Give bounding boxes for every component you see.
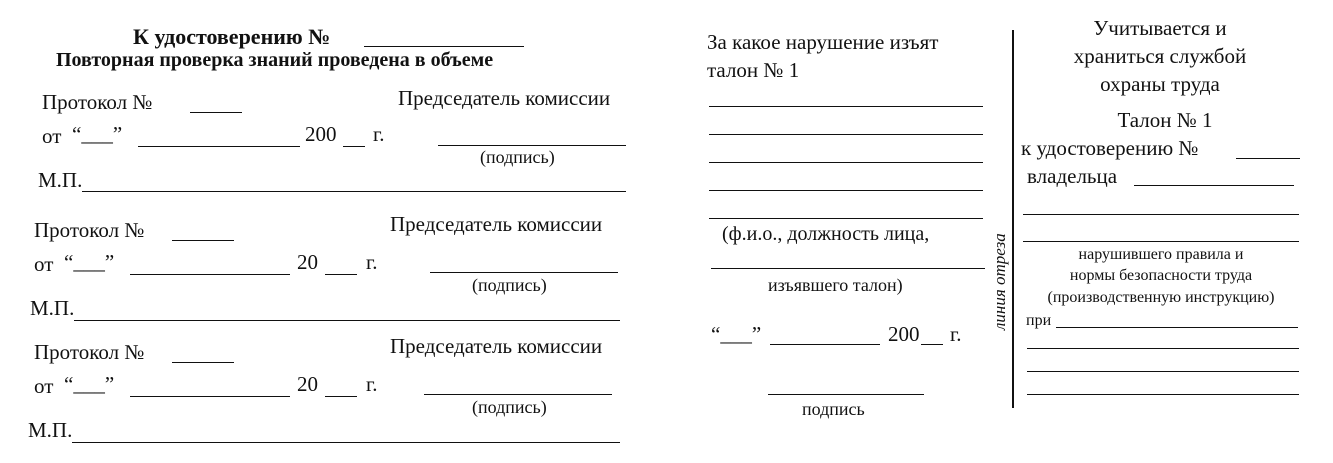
violation-line-1[interactable] — [709, 106, 983, 107]
date-year-label: 20 — [297, 250, 318, 274]
protocol-number-line[interactable] — [172, 362, 234, 363]
certificate-number-line[interactable] — [364, 46, 524, 47]
header-line-1: Учитывается и — [1093, 16, 1227, 40]
year-abbrev-label: г. — [366, 250, 378, 274]
violation-line-2[interactable] — [709, 134, 983, 135]
violator-line-3: (производственную инструкцию) — [1047, 289, 1275, 306]
date-day-field[interactable]: “___” — [72, 122, 123, 146]
date-year-line[interactable] — [343, 146, 365, 147]
signature-line[interactable] — [424, 394, 612, 395]
seal-label: М.П. — [30, 296, 75, 320]
stub-signature-caption: подпись — [802, 399, 865, 419]
date-month-line[interactable] — [130, 274, 290, 275]
stub-date-day-field[interactable]: “___” — [711, 322, 762, 346]
seal-label: М.П. — [38, 168, 83, 192]
stub-talon-label: талон № 1 — [707, 58, 800, 82]
date-day-field[interactable]: “___” — [64, 372, 115, 396]
protocol-label: Протокол № — [34, 218, 145, 242]
violator-line-1: нарушившего правила и — [1078, 246, 1244, 263]
cut-line — [1012, 30, 1014, 408]
year-abbrev-label: г. — [366, 372, 378, 396]
to-certificate-label: к удостоверению № — [1021, 136, 1199, 160]
protocol-number-line[interactable] — [172, 240, 234, 241]
date-from-label: от — [42, 124, 62, 148]
when-line-3[interactable] — [1027, 371, 1299, 372]
issuer-caption: изъявшего талон) — [768, 275, 903, 295]
date-from-label: от — [34, 374, 54, 398]
signature-line[interactable] — [438, 145, 626, 146]
certificate-heading: К удостоверению № — [133, 24, 331, 49]
owner-label: владельца — [1027, 164, 1118, 188]
date-year-label: 20 — [297, 372, 318, 396]
violation-line-4[interactable] — [709, 190, 983, 191]
issuer-line[interactable] — [711, 268, 985, 269]
violation-line-3[interactable] — [709, 162, 983, 163]
date-year-line[interactable] — [325, 274, 357, 275]
protocol-label: Протокол № — [34, 340, 145, 364]
header-line-3: охраны труда — [1100, 72, 1220, 96]
fio-caption: (ф.и.о., должность лица, — [722, 223, 930, 245]
signature-caption: (подпись) — [472, 275, 547, 295]
stub-year-abbrev-label: г. — [950, 322, 962, 346]
violation-line-5[interactable] — [709, 218, 983, 219]
protocol-number-line[interactable] — [190, 112, 242, 113]
signature-caption: (подпись) — [480, 147, 555, 167]
stub-date-year-label: 200 — [888, 322, 920, 346]
when-line-4[interactable] — [1027, 394, 1299, 395]
protocol-label: Протокол № — [42, 90, 153, 114]
owner-line-1[interactable] — [1134, 185, 1294, 186]
date-month-line[interactable] — [130, 396, 290, 397]
cut-line-label: линия отреза — [990, 233, 1009, 330]
right-certificate-number-line[interactable] — [1236, 158, 1300, 159]
stub-signature-line[interactable] — [768, 394, 924, 395]
seal-label: М.П. — [28, 418, 73, 442]
seal-line[interactable] — [82, 191, 626, 192]
violator-line-2: нормы безопасности труда — [1069, 267, 1253, 284]
seal-line[interactable] — [72, 442, 620, 443]
stub-date-year-line[interactable] — [921, 344, 943, 345]
recheck-heading: Повторная проверка знаний проведена в объеме — [56, 49, 494, 71]
owner-line-2[interactable] — [1023, 214, 1299, 215]
date-day-field[interactable]: “___” — [64, 250, 115, 274]
signature-caption: (подпись) — [472, 397, 547, 417]
when-line-1[interactable] — [1056, 327, 1298, 328]
stub-date-month-line[interactable] — [770, 344, 880, 345]
seal-line[interactable] — [74, 320, 620, 321]
date-from-label: от — [34, 252, 54, 276]
header-line-2: храниться службой — [1073, 44, 1247, 68]
when-line-2[interactable] — [1027, 348, 1299, 349]
chairman-label: Председатель комиссии — [398, 86, 611, 110]
date-month-line[interactable] — [138, 146, 300, 147]
chairman-label: Председатель комиссии — [390, 212, 603, 236]
chairman-label: Председатель комиссии — [390, 334, 603, 358]
talon-title: Талон № 1 — [1117, 108, 1213, 132]
owner-line-3[interactable] — [1023, 241, 1299, 242]
date-year-line[interactable] — [325, 396, 357, 397]
when-label: при — [1026, 312, 1052, 329]
signature-line[interactable] — [430, 272, 618, 273]
date-year-label: 200 — [305, 122, 337, 146]
violation-question: За какое нарушение изъят — [707, 30, 939, 54]
year-abbrev-label: г. — [373, 122, 385, 146]
